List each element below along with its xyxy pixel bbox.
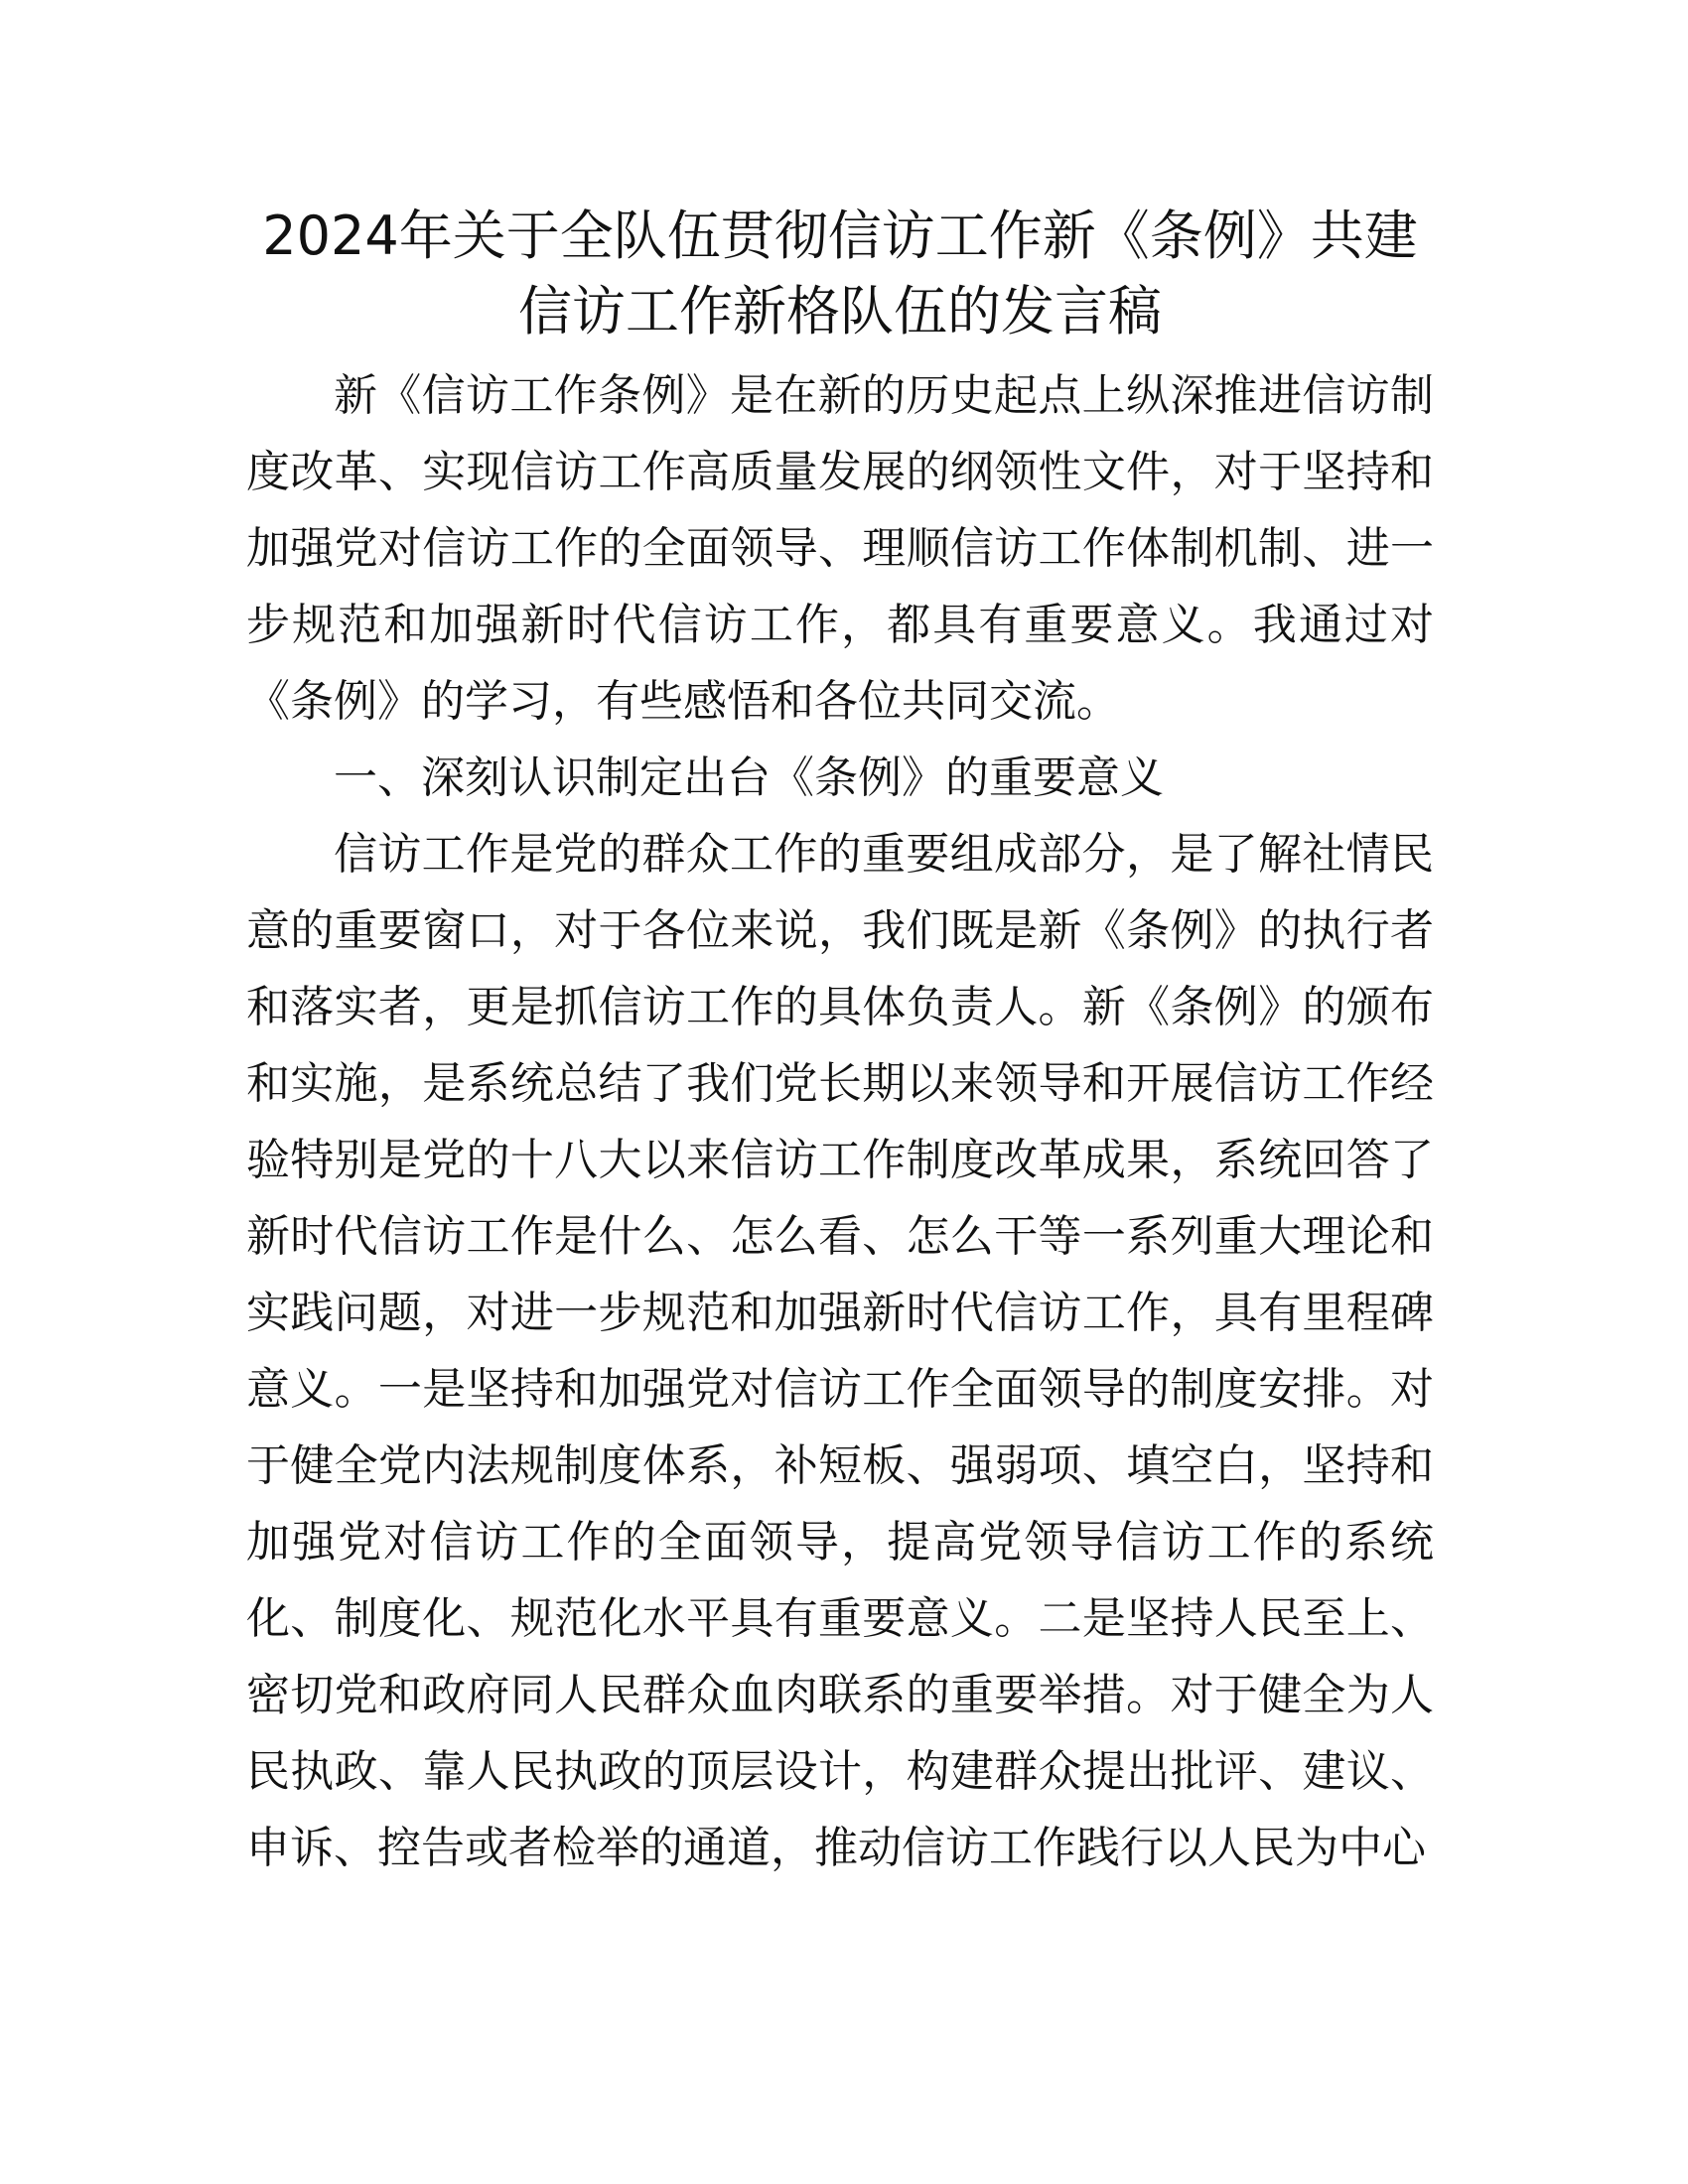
- section-heading-1: 一、深刻认识制定出台《条例》的重要意义: [334, 752, 1164, 803]
- intro-paragraph: 新《信访工作条例》是在新的历史起点上纵深推进信访制度改革、实现信访工作高质量发展的纲领性文件，对于坚持和加强党对信访工作的全面领导、理顺信访工作体制机制、进一步规范和加强新时代信访工作，都具有重要意义。我通过对《条例》的学习，有些感悟和各位共同交流。: [246, 370, 1434, 727]
- body-paragraph-1: 信访工作是党的群众工作的重要组成部分，是了解社情民意的重要窗口，对于各位来说，我们既是新《条例》的执行者和落实者，更是抓信访工作的具体负责人。新《条例》的颁布和实施，是系统总结了我们党长期以来领导和开展信访工作经验特别是党的十八大以来信访工作制度改革成果，系统回答了新时代信访工作是什么、怎么看、怎么干等一系列重大理论和实践问题，对进一步规范和加强新时代信访工作，具有里程碑意义。一是坚持和加强党对信访工作全面领导的制度安排。对于健全党内法规制度体系，补短板、强弱项、填空白，坚持和加强党对信访工作的全面领导，提高党领导信访工作的系统化、制度化、规范化水平具有重要意义。二是坚持人民至上、密切党和政府同人民群众血肉联系的重要举措。对于健全为人民执政、靠人民执政的顶层设计，构建群众提出批评、建议、申诉、控告或者检举的通道，推动信访工作践行以人民为中心: [246, 829, 1434, 1873]
- document-content: [246, 199, 1434, 1886]
- document-title: 2024年关于全队伍贯彻信访工作新《条例》共建信访工作新格队伍的发言稿: [262, 205, 1418, 342]
